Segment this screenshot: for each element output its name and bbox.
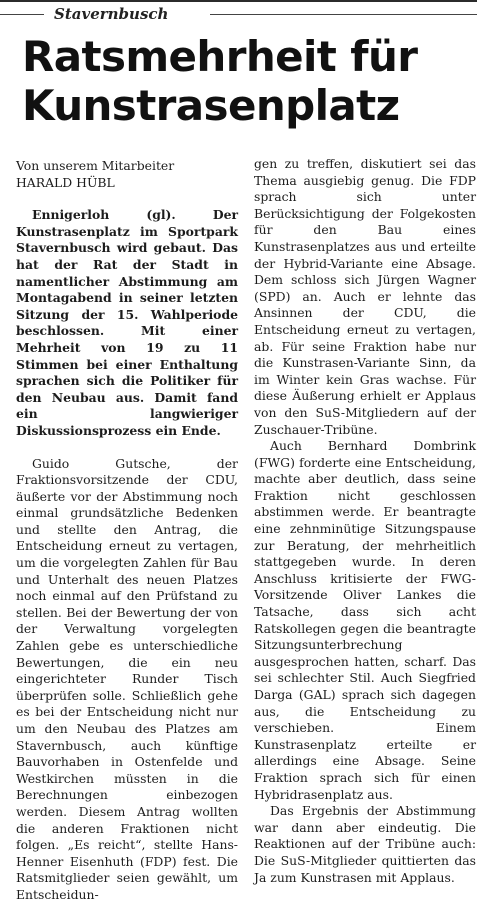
headline-line-2: Kunstrasenplatz <box>22 81 400 130</box>
byline-author: HARALD HÜBL <box>16 174 115 190</box>
body-paragraph-4: Das Ergebnis der Abstimmung war dann aber eindeutig. Die Reaktionen auf der Tribüne auch: Die SuS-Mitglieder quittierten das Ja zum Kunstrasen mit Applaus. <box>254 803 476 885</box>
body-paragraph-2: gen zu treffen, diskutiert sei das Thema ausgiebig genug. Die FDP sprach sich unter Berücksichtigung der Folgekosten für den Bau eines Kunstrasenplatzes aus und erteilte der Hybrid-Variante eine Absage. Dem schloss sich Jürgen Wagner (SPD) an. Auch er lehnte das Ansinnen der CDU, die Entscheidung erneut zu vertagen, ab. Für seine Fraktion habe nur die Kunstrasen-Variante Sinn, da im Winter kein Gras wachse. Für diese Äußerung erhielt er Applaus von den SuS-Mitgliedern auf der Zuschauer-Tribüne. <box>254 156 476 437</box>
article-column-right <box>254 156 476 886</box>
lead-paragraph: Ennigerloh (gl). Der Kunstrasenplatz im Sportpark Stavernbusch wird gebaut. Das hat der Rat der Stadt in namentlicher Abstimmung am Montagabend in seiner letzten Sitzung der 15. Wahlperiode beschlossen. Mit einer Mehrheit von 19 zu 11 Stimmen bei einer Enthaltung sprachen sich die Politiker für den Neubau aus. Damit fand ein langwieriger Diskussionsprozess ein Ende. <box>16 207 238 438</box>
article-headline <box>22 32 472 130</box>
headline-line-1: Ratsmehrheit für <box>22 32 418 81</box>
article-column-left <box>16 158 238 904</box>
kicker-rule-right <box>210 14 477 15</box>
kicker-bar <box>0 0 477 26</box>
kicker-rule-left <box>0 14 44 15</box>
byline-role: Von unserem Mitarbeiter <box>16 158 175 173</box>
body-paragraph-1: Guido Gutsche, der Fraktionsvorsitzende der CDU, äußerte vor der Abstimmung noch einmal grundsätzliche Bedenken und stellte den Antrag, die Entscheidung erneut zu vertagen, um die vorgelegten Zahlen für Bau und Unterhalt des neuen Platzes noch einmal auf den Prüfstand zu stellen. Bei der Bewertung der von der Verwaltung vorgelegten Zahlen gebe es unterschiedliche Bewertungen, die ein neu eingerichteter Runder Tisch überprüfen solle. Schließlich gehe es bei der Entscheidung nicht nur um den Neubau des Platzes am Stavernbusch, auch künftige Bauvorhaben in Ostenfelde und Westkirchen müssten in die Berechnungen einbezogen werden. Diesem Antrag wollten die anderen Fraktionen nicht folgen. „Es reicht“, stellte Hans-Henner Eisenhuth (FDP) fest. Die Ratsmitglieder seien gewählt, um Entscheidun- <box>16 455 238 902</box>
body-paragraph-3: Auch Bernhard Dombrink (FWG) forderte eine Entscheidung, machte aber deutlich, dass seine Fraktion nicht geschlossen abstimmen werde. Er beantragte eine zehnminütige Sitzungspause zur Beratung, der mehrheitlich stattgegeben wurde. In deren Anschluss kritisierte der FWG-Vorsitzende Oliver Lankes die Tatsache, dass sich acht Ratskollegen gegen die beantragte Sitzungsunterbrechung ausgesprochen hatten, scharf. Das sei schlechter Stil. Auch Siegfried Darga (GAL) sprach sich dagegen aus, die Entscheidung zu verschieben. Einem Kunstrasenplatz erteilte er allerdings eine Absage. Seine Fraktion sprach sich für einen Hybridrasenplatz aus. <box>254 438 476 802</box>
section-kicker: Stavernbusch <box>46 5 176 23</box>
byline <box>16 158 238 191</box>
